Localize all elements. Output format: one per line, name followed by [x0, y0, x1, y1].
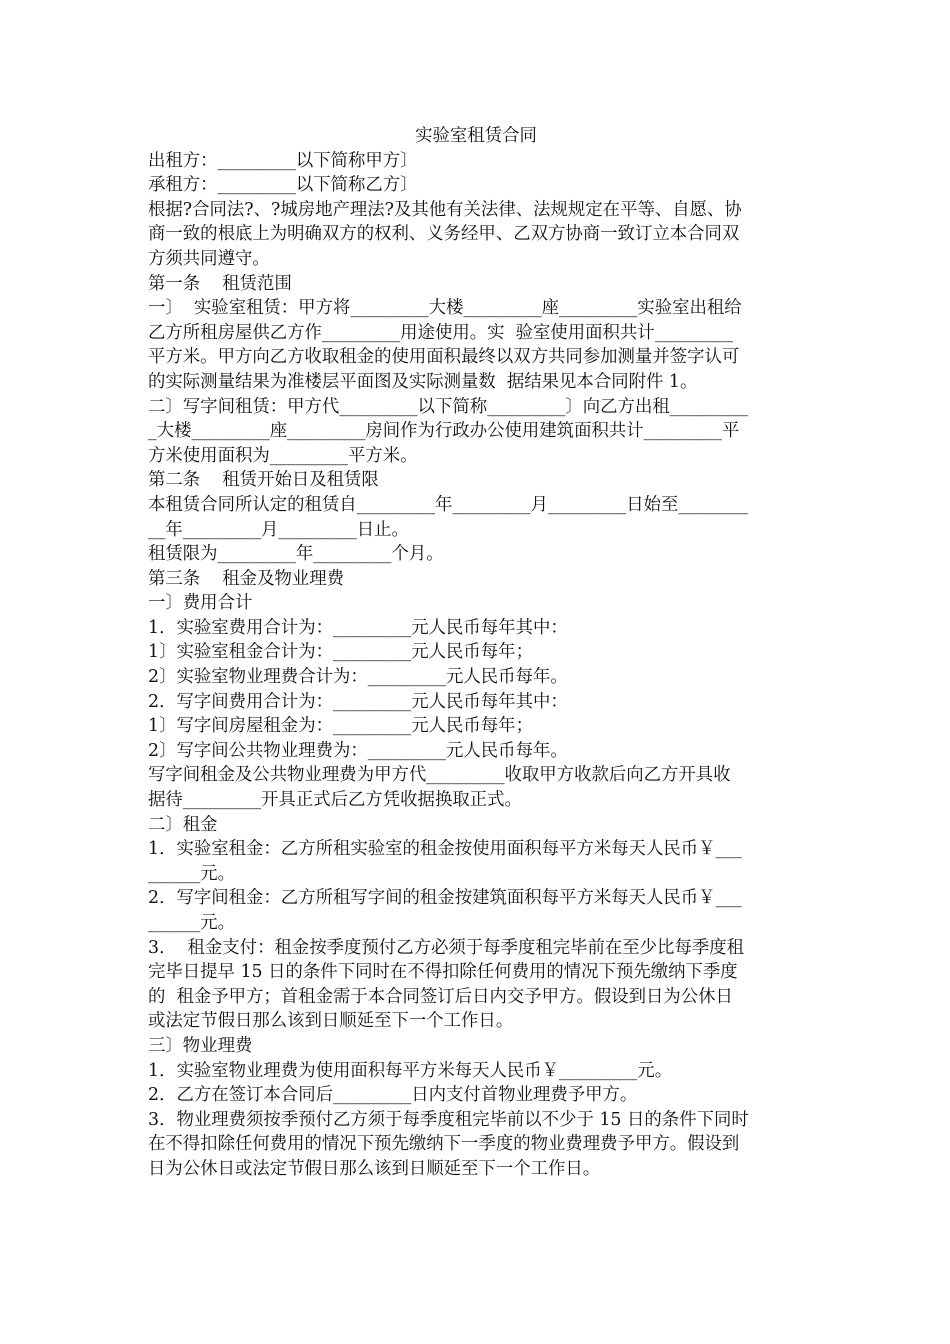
text-line: 方米使用面积为_________平方米。 [148, 445, 418, 466]
text-line: 根据?合同法?、?城房地产理法?及其他有关法律、法规规定在平等、自愿、协 [148, 199, 742, 220]
document-title: 实验室租赁合同 [415, 126, 537, 146]
text-line: 1．实验室租金：乙方所租实验室的租金按使用面积每平方米每天人民币￥___ [148, 839, 742, 860]
text-line: 1．实验室物业理费为使用面积每平方米每天人民币￥_________元。 [148, 1060, 673, 1081]
text-line: 3． 租金支付：租金按季度预付乙方必须于每季度租完毕前在至少比每季度租 [148, 937, 745, 958]
text-line: 一〕 实验室租赁：甲方将_________大楼_________座_________实验室出租给 [148, 298, 742, 319]
text-line: 日为公休日或法定节假日那么该到日顺延至下一个工作日。 [148, 1158, 601, 1179]
text-line: 租赁限为_________年_________个月。 [148, 544, 444, 565]
text-line: 方须共同遵守。 [148, 248, 270, 269]
text-line: 2．乙方在签订本合同后_________日内支付首物业理费予甲方。 [148, 1085, 638, 1106]
text-line: 出租方：_________以下简称甲方〕 [148, 150, 418, 171]
text-line: ______元。 [148, 913, 235, 933]
text-line: _大楼_________座_________房间作为行政办公使用建筑面积共计_________平 [148, 421, 740, 442]
text-line: 写字间租金及公共物业理费为甲方代_________收取甲方收款后向乙方开具收 [148, 765, 731, 786]
text-line: 1〕实验室租金合计为：_________元人民币每年； [148, 642, 533, 663]
text-line: 或法定节假日那么该到日顺延至下一个工作日。 [148, 1011, 514, 1032]
text-line: 完毕日提早 15 日的条件下同时在不得扣除任何费用的情况下预先缴纳下季度 [148, 962, 738, 983]
text-line: 2〕实验室物业理费合计为：_________元人民币每年。 [148, 667, 568, 688]
text-line: 在不得扣除任何费用的情况下预先缴纳下一季度的物业费理费予甲方。假设到 [148, 1134, 740, 1155]
text-line: 3．物业理费须按季预付乙方须于每季度租完毕前以不少于 15 日的条件下同时 [148, 1109, 749, 1130]
text-line: 三〕物业理费 [148, 1035, 253, 1056]
text-line: __年_________月_________日止。 [148, 519, 409, 540]
text-line: 1．实验室费用合计为：_________元人民币每年其中： [148, 617, 568, 638]
document-page [148, 124, 804, 1182]
document-body [148, 149, 804, 1182]
text-line: 的 租金予甲方；首租金需于本合同签订后日内交予甲方。假设到日为公休日 [148, 986, 733, 1007]
text-line: 本租赁合同所认定的租赁自_________年_________月_________日始至________ [148, 494, 748, 515]
text-line: 一〕费用合计 [148, 593, 253, 614]
text-line: 第二条 租赁开始日及租赁限 [148, 470, 379, 491]
text-line: 乙方所租房屋供乙方作_________用途使用。实 验室使用面积共计_________ [148, 322, 733, 343]
text-line: 商一致的根底上为明确双方的权利、义务经甲、乙双方协商一致订立本合同双 [148, 224, 740, 245]
text-line: 的实际测量结果为准楼层平面图及实际测量数 据结果见本合同附件 1。 [148, 371, 698, 392]
text-line: 2〕写字间公共物业理费为：_________元人民币每年。 [148, 740, 568, 761]
text-line: 承租方：_________以下简称乙方〕 [148, 175, 418, 196]
text-line: 第三条 租金及物业理费 [148, 568, 345, 589]
text-line: 第一条 租赁范围 [148, 273, 292, 294]
text-line: 2．写字间费用合计为：_________元人民币每年其中： [148, 691, 568, 712]
text-line: 二〕写字间租赁：甲方代_________以下简称_________〕向乙方出租_________ [148, 396, 748, 417]
text-line: 二〕租金 [148, 814, 218, 835]
text-line: 据待_________开具正式后乙方凭收据换取正式。 [148, 790, 522, 811]
text-line: 平方米。甲方向乙方收取租金的使用面积最终以双方共同参加测量并签字认可 [148, 347, 740, 368]
text-line: 1〕写字间房屋租金为：_________元人民币每年； [148, 716, 533, 737]
text-line: ______元。 [148, 863, 235, 884]
text-line: 2．写字间租金：乙方所租写字间的租金按建筑面积每平方米每天人民币￥___ [148, 888, 742, 909]
